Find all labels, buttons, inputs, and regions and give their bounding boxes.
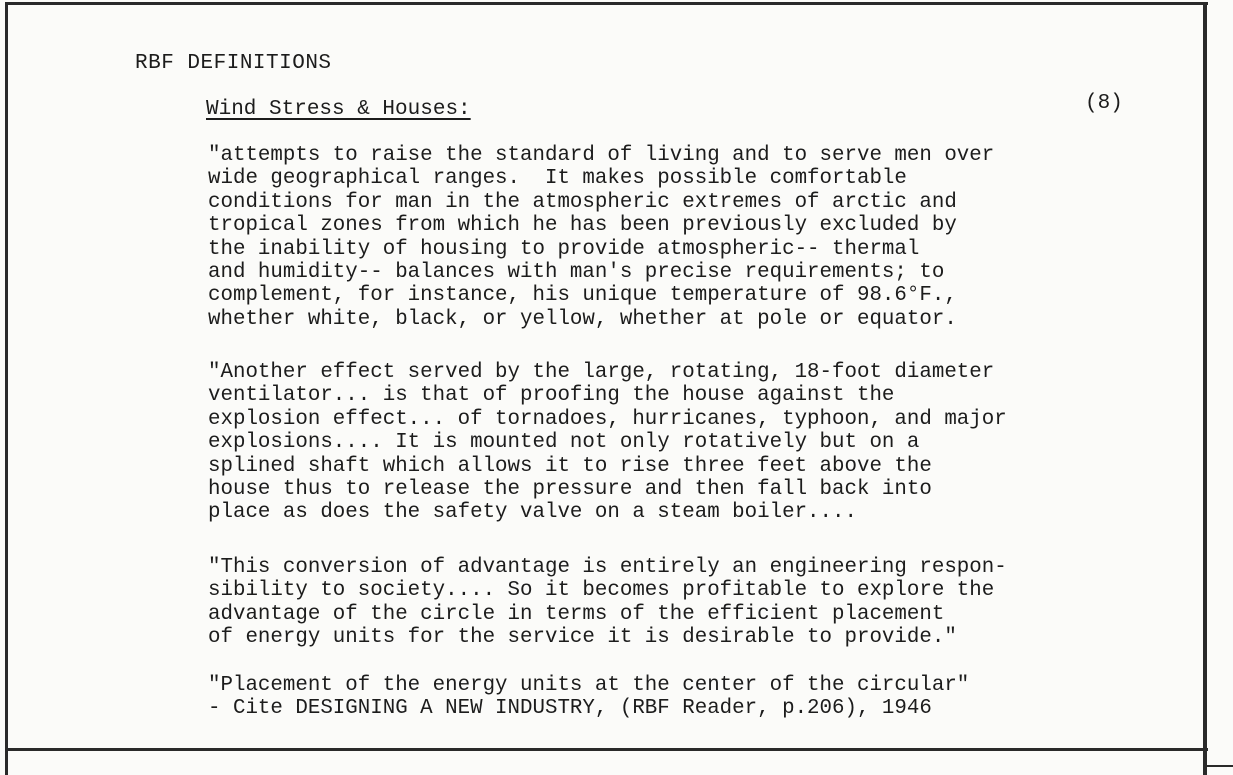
- document-header: RBF DEFINITIONS: [135, 52, 332, 75]
- quote-paragraph-1: "attempts to raise the standard of living and to serve men over wide geographical ranges. It makes possible comfortable conditions for man in the atmospheric extremes of arctic and tropical zones from which he has been previously excluded by the inability of housing to provide atmospheric-- thermal and humidity-- balances with man's precise requirements; to complement, for instance, his unique temperature of 98.6°F., whether white, black, or yellow, whether at pole or equator.: [208, 144, 995, 331]
- page-border-right: [1203, 2, 1207, 775]
- quote-paragraph-2: "Another effect served by the large, rotating, 18-foot diameter ventilator... is that of proofing the house against the explosion effect... of tornadoes, hurricanes, typhoon, and major explosions.... It is mounted not only rotatively but on a splined shaft which allows it to rise three feet above the house thus to release the pressure and then fall back into place as does the safety valve on a steam boiler....: [208, 361, 1007, 525]
- page-border-left: [5, 2, 8, 775]
- page-border-bottom: [5, 748, 1208, 751]
- quote-paragraph-3: "This conversion of advantage is entirely an engineering respon- sibility to society.... So it becomes profitable to explore the advantage of the circle in terms of the efficient placement of energy units for the service it is desirable to provide.": [208, 556, 1007, 650]
- page-border-top: [5, 2, 1208, 5]
- page-number: (8): [1085, 92, 1123, 115]
- page-border-stub: [1207, 765, 1233, 767]
- citation-paragraph: "Placement of the energy units at the center of the circular" - Cite DESIGNING A NEW INDUSTRY, (RBF Reader, p.206), 1946: [208, 674, 970, 721]
- section-title: Wind Stress & Houses:: [206, 98, 471, 121]
